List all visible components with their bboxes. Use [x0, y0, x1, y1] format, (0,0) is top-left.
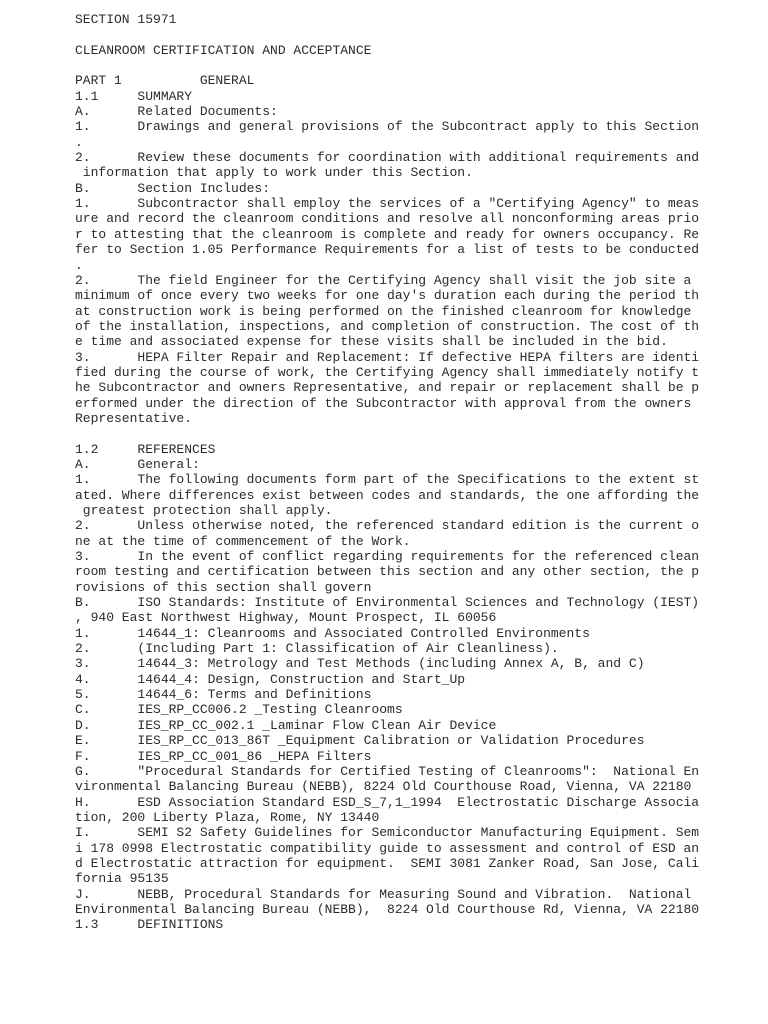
document-line: rovisions of this section shall govern	[75, 579, 372, 595]
document-line: A. General:	[75, 456, 200, 472]
document-line: fornia 95135	[75, 871, 169, 887]
document-line: fer to Section 1.05 Performance Requirements for a list of tests to be conducted	[75, 242, 700, 258]
document-line: information that apply to work under this Section.	[75, 165, 473, 181]
document-line: CLEANROOM CERTIFICATION AND ACCEPTANCE	[75, 42, 372, 58]
document-line: 5. 14644_6: Terms and Definitions	[75, 687, 372, 703]
document-line: 1.3 DEFINITIONS	[75, 917, 224, 933]
document-line: he Subcontractor and owners Representative, and repair or replacement shall be p	[75, 380, 700, 396]
document-line: ure and record the cleanroom conditions and resolve all nonconforming areas prio	[75, 211, 700, 227]
document-line: 4. 14644_4: Design, Construction and Start_Up	[75, 671, 466, 687]
document-line: C. IES_RP_CC006.2 _Testing Cleanrooms	[75, 702, 403, 718]
document-line: A. Related Documents:	[75, 104, 278, 120]
document-line: 1. 14644_1: Cleanrooms and Associated Controlled Environments	[75, 625, 590, 641]
document-line: .	[75, 257, 83, 273]
document-line: B. Section Includes:	[75, 180, 271, 196]
document-line	[75, 27, 699, 42]
document-line: at construction work is being performed on the finished cleanroom for knowledge	[75, 303, 692, 319]
document-line: Representative.	[75, 410, 193, 426]
document-line: E. IES_RP_CC_013_86T _Equipment Calibration or Validation Procedures	[75, 733, 645, 749]
document-line: D. IES_RP_CC_002.1 _Laminar Flow Clean Air Device	[75, 717, 497, 733]
document-line: 2. (Including Part 1: Classification of Air Cleanliness).	[75, 641, 559, 657]
document-line: 2. The field Engineer for the Certifying Agency shall visit the job site a	[75, 272, 692, 288]
document-line: ne at the time of commencement of the Work.	[75, 533, 411, 549]
document-line: i 178 0998 Electrostatic compatibility guide to assessment and control of ESD an	[75, 840, 700, 856]
document-line: G. "Procedural Standards for Certified Testing of Cleanrooms": National En	[75, 763, 700, 779]
document-line: B. ISO Standards: Institute of Environmental Sciences and Technology (IEST)	[75, 595, 700, 611]
document-line: minimum of once every two weeks for one day's duration each during the period th	[75, 288, 700, 304]
document-line: e time and associated expense for these visits shall be included in the bid.	[75, 334, 668, 350]
document-line: H. ESD Association Standard ESD_S_7,1_1994 Electrostatic Discharge Associa	[75, 794, 700, 810]
document-line: tion, 200 Liberty Plaza, Rome, NY 13440	[75, 809, 380, 825]
document-line: 1. The following documents form part of the Specifications to the extent st	[75, 472, 700, 488]
document-line: 1. Subcontractor shall employ the services of a "Certifying Agency" to meas	[75, 196, 700, 212]
document-line: F. IES_RP_CC_001_86 _HEPA Filters	[75, 748, 372, 764]
document-line: J. NEBB, Procedural Standards for Measuring Sound and Vibration. National	[75, 886, 692, 902]
document-line: 3. HEPA Filter Repair and Replacement: If defective HEPA filters are identi	[75, 349, 700, 365]
document-line: 3. In the event of conflict regarding requirements for the referenced clean	[75, 549, 700, 565]
document-line: Environmental Balancing Bureau (NEBB), 8224 Old Courthouse Rd, Vienna, VA 22180	[75, 901, 700, 917]
document-line: PART 1 GENERAL	[75, 73, 255, 89]
document-body	[75, 12, 699, 933]
document-line: 1.1 SUMMARY	[75, 88, 193, 104]
document-line: greatest protection shall apply.	[75, 503, 333, 518]
document-line: , 940 East Northwest Highway, Mount Prospect, IL 60056	[75, 610, 497, 626]
document-line: r to attesting that the cleanroom is complete and ready for owners occupancy. Re	[75, 226, 700, 242]
document-line: erformed under the direction of the Subcontractor with approval from the owners	[75, 395, 692, 411]
document-line: 1.2 REFERENCES	[75, 441, 216, 457]
document-line: 1. Drawings and general provisions of the Subcontract apply to this Section	[75, 119, 700, 135]
document-line: I. SEMI S2 Safety Guidelines for Semiconductor Manufacturing Equipment. Sem	[75, 825, 700, 841]
document-line	[75, 58, 699, 73]
document-line: SECTION 15971	[75, 12, 177, 27]
document-line: 2. Unless otherwise noted, the referenced standard edition is the current o	[75, 518, 700, 534]
document-line: of the installation, inspections, and completion of construction. The cost of th	[75, 318, 700, 334]
document-line: room testing and certification between this section and any other section, the p	[75, 564, 700, 580]
document-line: d Electrostatic attraction for equipment. SEMI 3081 Zanker Road, San Jose, Cali	[75, 855, 700, 871]
document-line: 2. Review these documents for coordination with additional requirements and	[75, 150, 700, 166]
document-line: 3. 14644_3: Metrology and Test Methods (including Annex A, B, and C)	[75, 656, 645, 672]
document-line	[75, 426, 699, 441]
document-line: vironmental Balancing Bureau (NEBB), 8224 Old Courthouse Road, Vienna, VA 22180	[75, 779, 692, 795]
document-line: .	[75, 134, 83, 150]
document-line: ated. Where differences exist between codes and standards, the one affording the	[75, 487, 700, 503]
document-line: fied during the course of work, the Certifying Agency shall immediately notify t	[75, 364, 700, 380]
